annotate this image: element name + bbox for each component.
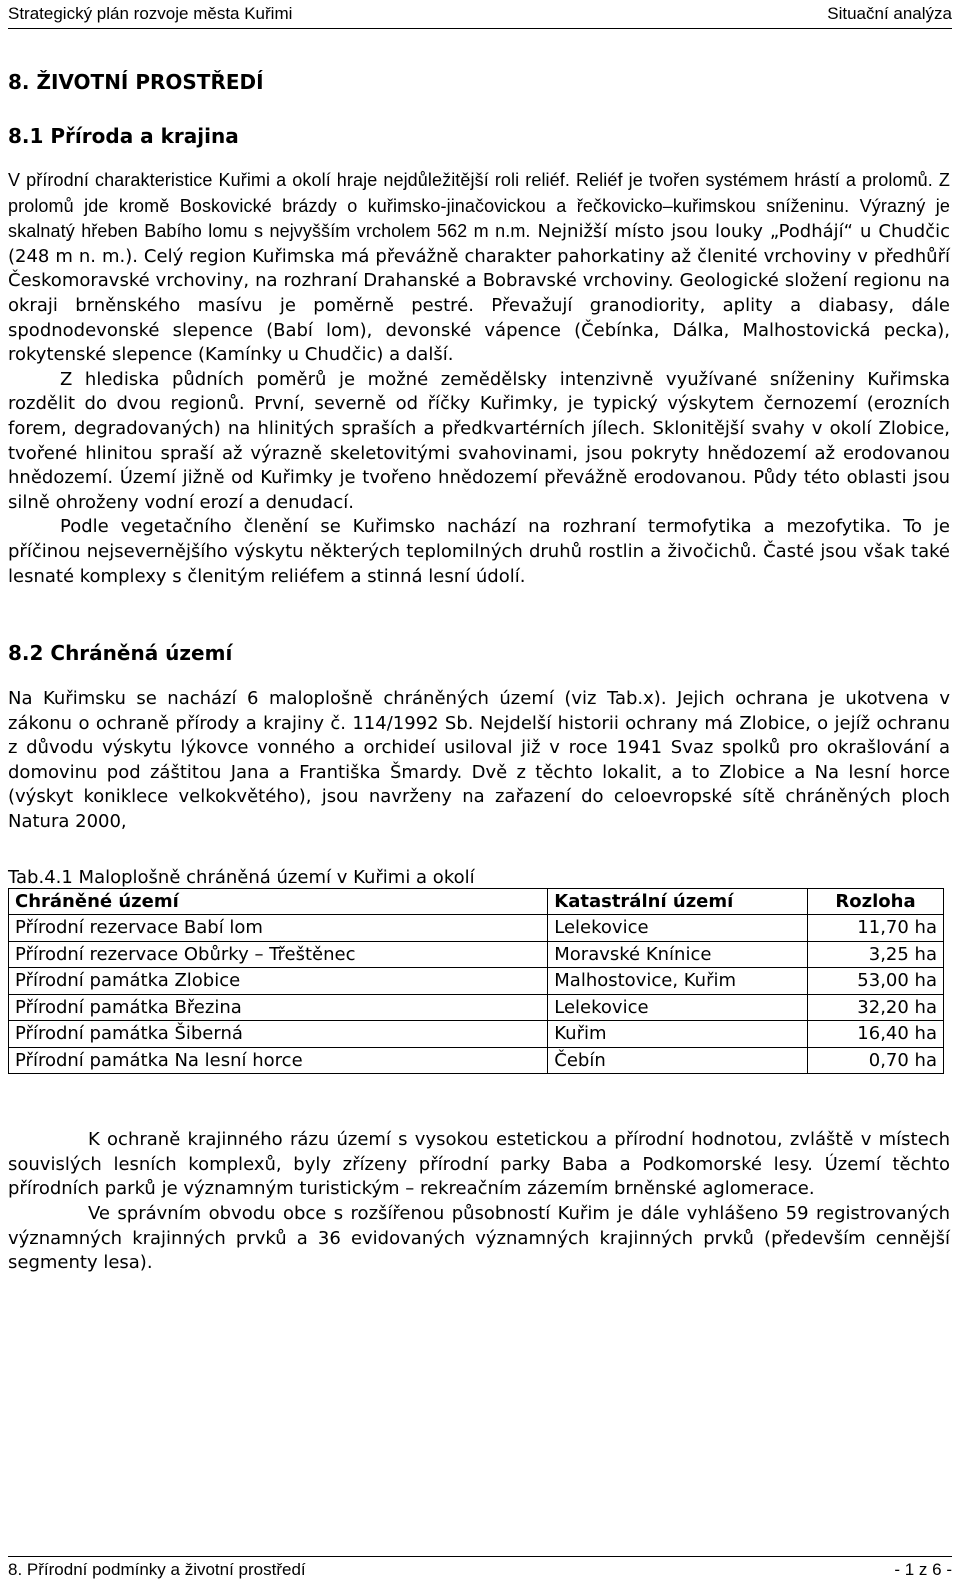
cell-size: 53,00 ha bbox=[808, 968, 944, 995]
page-body bbox=[8, 70, 950, 1276]
cell-cadastral: Lelekovice bbox=[548, 994, 808, 1021]
chapter-title: 8. ŽIVOTNÍ PROSTŘEDÍ bbox=[8, 70, 264, 94]
cell-size: 16,40 ha bbox=[808, 1021, 944, 1048]
protected-areas-table bbox=[8, 888, 944, 1075]
table-caption: Tab.4.1 Maloplošně chráněná území v Kuřimi a okolí bbox=[8, 866, 475, 888]
table-row bbox=[9, 1021, 944, 1048]
cell-size: 32,20 ha bbox=[808, 994, 944, 1021]
section-8-1-paragraph-3: Podle vegetačního členění se Kuřimsko nachází na rozhraní termofytika a mezofytika. To je příčinou nejsevernějšího výskytu některých teplomilných druhů rostlin a živočichů. Časté jsou však také lesnaté komplexy s členitým reliéfem a stinná lesní údolí. bbox=[8, 516, 950, 587]
header-document-title: Strategický plán rozvoje města Kuřimi bbox=[8, 4, 293, 23]
table-row bbox=[9, 915, 944, 942]
cell-area: Přírodní památka Březina bbox=[9, 994, 548, 1021]
cell-cadastral: Malhostovice, Kuřim bbox=[548, 968, 808, 995]
footer-chapter: 8. Přírodní podmínky a životní prostředí bbox=[8, 1560, 306, 1579]
page-footer bbox=[8, 1556, 952, 1583]
cell-cadastral: Moravské Knínice bbox=[548, 941, 808, 968]
cell-size: 3,25 ha bbox=[808, 941, 944, 968]
paragraph-1-rest: Nejnižší místo jsou louky „Podhájí“ u Chudčic (248 m n. m.). Celý region Kuřimska má převážně charakter pahorkatiny až členité vrchoviny v předhůří Českomoravské vrchoviny, na rozhraní Drahanské a Bobravské vrchoviny. Geologické složení regionu na okraji brněnského masívu je poměrně pestré. Převažují granodiority, aplity a diabasy, dále spodnodevonské slepence (Babí lom), devonské vápence (Čebínka, Dálka, Malhostovická pecka), rokytenské slepence (Kamínky u Chudčic) a další. bbox=[8, 221, 950, 366]
parks-paragraph: K ochraně krajinného rázu území s vysokou estetickou a přírodní hodnotou, zvláště v místech souvislých lesních komplexů, byly zřízeny přírodní parky Baba a Podkomorské lesy. Území těchto přírodních parků je významným turistickým – rekreačním zázemím brněnské aglomerace. bbox=[8, 1129, 950, 1200]
table-row bbox=[9, 1047, 944, 1074]
column-header-cadastral: Katastrální území bbox=[548, 888, 808, 915]
cell-size: 11,70 ha bbox=[808, 915, 944, 942]
section-8-1-paragraph-1 bbox=[8, 168, 950, 368]
page-header bbox=[8, 0, 952, 29]
landscape-elements-paragraph: Ve správním obvodu obce s rozšířenou působností Kuřim je dále vyhlášeno 59 registrovaných významných krajinných prvků a 36 evidovaných významných krajinných prvků (především cennější segmenty lesa). bbox=[8, 1202, 950, 1274]
section-8-2-title: 8.2 Chráněná území bbox=[8, 641, 233, 666]
table-row bbox=[9, 941, 944, 968]
paragraph-1-lead: V přírodní charakteristice Kuřimi a okolí hraje nejdůležitější roli reliéf. Reliéf je tvořen systémem hrástí a prolomů. Z prolomů jde kromě Boskovické brázdy o kuřimsko-jinačovickou a řečkovicko–kuřimskou sníženinu. Výrazný je skalnatý hřeben Babího lomu s nejvyšším vrcholem 562 m n.m. bbox=[8, 170, 950, 242]
footer-page-number: - 1 z 6 - bbox=[894, 1560, 952, 1579]
cell-cadastral: Kuřim bbox=[548, 1021, 808, 1048]
cell-cadastral: Lelekovice bbox=[548, 915, 808, 942]
section-8-1-paragraph-2: Z hlediska půdních poměrů je možné zemědělsky intenzivně využívané sníženiny Kuřimska rozdělit do dvou regionů. První, severně od říčky Kuřimky, je typický výskytem černozemí (erozních forem, degradovaných) na hlinitých spraších a předkvartérních jílech. Sklonitější svahy v okolí Zlobice, tvořené hlinitou spraší až výrazně skeletovitými svahovinami, jsou pokryty hnědozemí až erodovanou hnědozemí. Území jižně od Kuřimky je tvořeno hnědozemí převážně erodovanou. Půdy této oblasti jsou silně ohroženy vodní erozí a denudací. bbox=[8, 368, 950, 513]
cell-size: 0,70 ha bbox=[808, 1047, 944, 1074]
table-row bbox=[9, 968, 944, 995]
section-8-1-title: 8.1 Příroda a krajina bbox=[8, 124, 239, 148]
section-8-2-paragraph-1: Na Kuřimsku se nachází 6 maloplošně chráněných území (viz Tab.x). Jejich ochrana je ukotvena v zákonu o ochraně přírody a krajiny č. 114/1992 Sb. Nejdelší historii ochrany má Zlobice, o jejíž ochranu z důvodu výskytu lýkovce vonného a orchideí usiloval již v roce 1941 Svaz spolků pro okrašlování a domovinu pod záštitou Jana a Františka Šmardy. Dvě z těchto lokalit, a to Zlobice a Na lesní horce (výskyt koniklece velkokvětého), jsou navrženy na zařazení do celoevropské sítě chráněných ploch Natura 2000, bbox=[8, 688, 950, 833]
cell-area: Přírodní rezervace Babí lom bbox=[9, 915, 548, 942]
column-header-area: Chráněné území bbox=[9, 888, 548, 915]
cell-cadastral: Čebín bbox=[548, 1047, 808, 1074]
cell-area: Přírodní rezervace Obůrky – Třeštěnec bbox=[9, 941, 548, 968]
cell-area: Přírodní památka Zlobice bbox=[9, 968, 548, 995]
cell-area: Přírodní památka Šiberná bbox=[9, 1021, 548, 1048]
table-row bbox=[9, 994, 944, 1021]
table-header-row bbox=[9, 888, 944, 915]
column-header-size: Rozloha bbox=[808, 888, 944, 915]
header-section-name: Situační analýza bbox=[827, 4, 952, 23]
cell-area: Přírodní památka Na lesní horce bbox=[9, 1047, 548, 1074]
